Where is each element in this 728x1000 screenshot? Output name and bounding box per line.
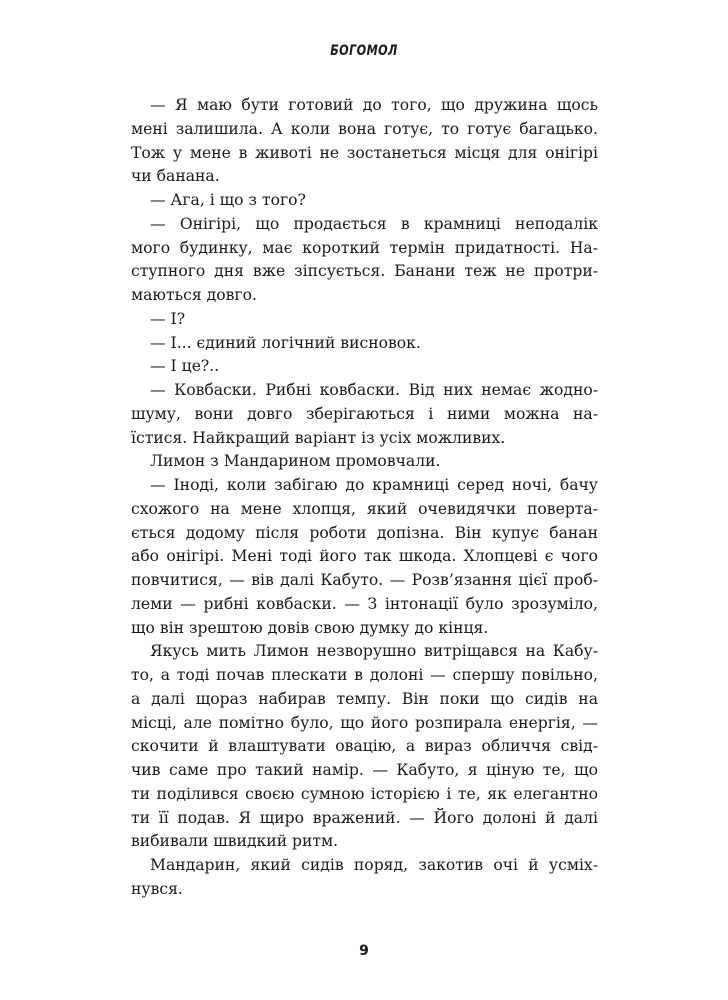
text-line: або онігірі. Мені тоді його так шкода. Хлопцеві є чого [131,547,598,566]
text-line: що він зрештою довів свою думку до кінця. [131,618,489,637]
text-line: схожого на мене хлопця, який очевидячки поверта- [131,499,598,518]
text-line: — І? [150,309,186,328]
text-line: мені залишила. А коли вона готує, то готує багацько. [131,119,598,138]
text-line: — І це?.. [150,357,220,376]
text-line: їстися. Найкращий варіант із усіх можливих. [131,428,506,447]
text-line: повчитися, — вів далі Кабуто. — Розв’язання цієї проб- [131,571,598,589]
text-line: Тож у мене в животі не зостанеться місця для онігірі [131,143,598,162]
text-line: шуму, вони довго зберігаються і ними можна на- [131,404,598,423]
text-line: чи банана. [131,167,220,186]
text-line: ється додому після роботи допізна. Він купує банан [131,523,598,542]
text-line: то, а тоді почав плескати в долоні — спершу повільно, [131,666,598,684]
text-line: а далі щораз набирав темпу. Він поки що сидів на [131,689,598,708]
text-line: чив саме про такий намір. — Кабуто, я ціную те, що [131,761,598,779]
text-line: — Ковбаски. Рибні ковбаски. Від них немає жодно- [150,381,598,399]
text-line: нувся. [131,879,183,898]
text-line: — Іноді, коли забігаю до крамниці серед ночі, бачу [150,476,598,494]
text-line: Лимон з Мандарином промовчали. [150,452,441,471]
text-line: — Онігірі, що продається в крамниці неподалік [150,214,598,233]
text-line: вибивали швидкий ритм. [131,832,339,851]
text-line: мого будинку, має короткий термін придатності. На- [131,238,598,257]
page-number: 9 [359,943,369,959]
body-text [131,94,598,902]
text-line: — Ага, і що з того? [150,191,306,209]
text-line: маються довго. [131,286,257,304]
running-header: БОГОМОЛ [330,43,398,59]
text-line: Якусь мить Лимон незворушно витріщався на Кабу- [150,642,598,661]
text-line: ти її подав. Я щиро вражений. — Його долоні й далі [131,808,598,827]
text-line: місці, але помітно було, що його розпирала енергія, — [131,713,598,732]
text-line: леми — рибні ковбаски. — З інтонації було зрозуміло, [131,594,598,613]
text-line: ступного дня вже зіпсується. Банани теж не протри- [131,262,598,281]
text-line: ти поділився своєю сумною історією і те, як елегантно [131,784,598,803]
text-line: — Я маю бути готовий до того, що дружина щось [150,96,598,114]
text-line: Мандарин, який сидів поряд, закотив очі й усміх- [150,856,598,874]
text-line: — І... єдиний логічний висновок. [150,333,421,352]
text-line: скочити й влаштувати овацію, а вираз обличчя свід- [131,737,598,756]
